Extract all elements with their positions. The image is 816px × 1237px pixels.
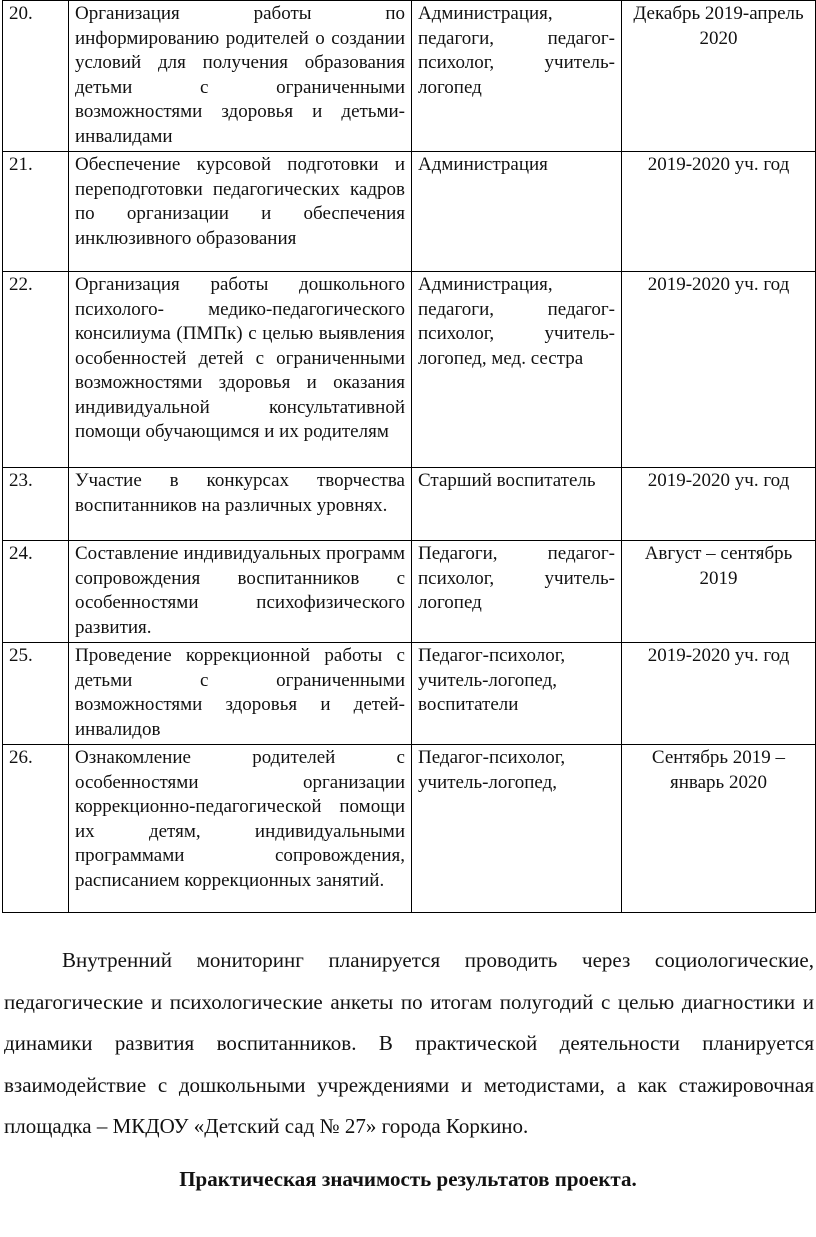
monitoring-paragraph: Внутренний мониторинг планируется проводить через социологические, педагогические и психологические анкеты по итогам полугодий с целью диагностики и динамики развития воспитанников. В практической деятельности планируется взаимодействие с дошкольными учреждениями и методистами, а как стажировочная площадка – МКДОУ «Детский сад № 27» города Коркино. — [4, 948, 814, 1138]
row-number: 26. — [3, 745, 69, 913]
responsible-cell: Администрация, педагоги, педагог-психолог, учитель-логопед — [412, 1, 622, 152]
responsible-cell: Педагог-психолог, учитель-логопед, воспитатели — [412, 643, 622, 745]
date-cell: 2019-2020 уч. год — [622, 272, 816, 468]
row-number: 22. — [3, 272, 69, 468]
table-row — [3, 1, 816, 152]
activity-plan-table — [2, 0, 816, 913]
date-cell: 2019-2020 уч. год — [622, 152, 816, 272]
task-cell: Организация работы по информированию родителей о создании условий для получения образования детьми с ограниченными возможностями здоровья и детьми-инвалидами — [69, 1, 412, 152]
table-row — [3, 272, 816, 468]
responsible-cell: Администрация, педагоги, педагог-психолог, учитель-логопед, мед. сестра — [412, 272, 622, 468]
task-cell: Составление индивидуальных программ сопровождения воспитанников с особенностями психофизического развития. — [69, 541, 412, 643]
row-number: 24. — [3, 541, 69, 643]
section-heading: Практическая значимость результатов проекта. — [179, 1167, 637, 1191]
date-cell: 2019-2020 уч. год — [622, 643, 816, 745]
table-row — [3, 643, 816, 745]
date-cell: Декабрь 2019-апрель 2020 — [622, 1, 816, 152]
task-cell: Участие в конкурсах творчества воспитанников на различных уровнях. — [69, 468, 412, 541]
date-cell: Сентябрь 2019 – январь 2020 — [622, 745, 816, 913]
row-number: 20. — [3, 1, 69, 152]
table-row — [3, 152, 816, 272]
responsible-cell: Администрация — [412, 152, 622, 272]
date-cell: Август – сентябрь 2019 — [622, 541, 816, 643]
row-number: 25. — [3, 643, 69, 745]
responsible-cell: Педагог-психолог, учитель-логопед, — [412, 745, 622, 913]
responsible-cell: Педагоги, педагог-психолог, учитель-логопед — [412, 541, 622, 643]
responsible-cell: Старший воспитатель — [412, 468, 622, 541]
date-cell: 2019-2020 уч. год — [622, 468, 816, 541]
row-number: 21. — [3, 152, 69, 272]
task-cell: Ознакомление родителей с особенностями организации коррекционно-педагогической помощи их детям, индивидуальными программами сопровождения, расписанием коррекционных занятий. — [69, 745, 412, 913]
table-row — [3, 745, 816, 913]
task-cell: Обеспечение курсовой подготовки и переподготовки педагогических кадров по организации и обеспечения инклюзивного образования — [69, 152, 412, 272]
task-cell: Организация работы дошкольного психолого- медико-педагогического консилиума (ПМПк) с целью выявления особенностей детей с ограниченными возможностями здоровья и оказания индивидуальной консультативной помощи обучающимся и их родителям — [69, 272, 412, 468]
table-row — [3, 468, 816, 541]
row-number: 23. — [3, 468, 69, 541]
table-row — [3, 541, 816, 643]
task-cell: Проведение коррекционной работы с детьми с ограниченными возможностями здоровья и детей-инвалидов — [69, 643, 412, 745]
